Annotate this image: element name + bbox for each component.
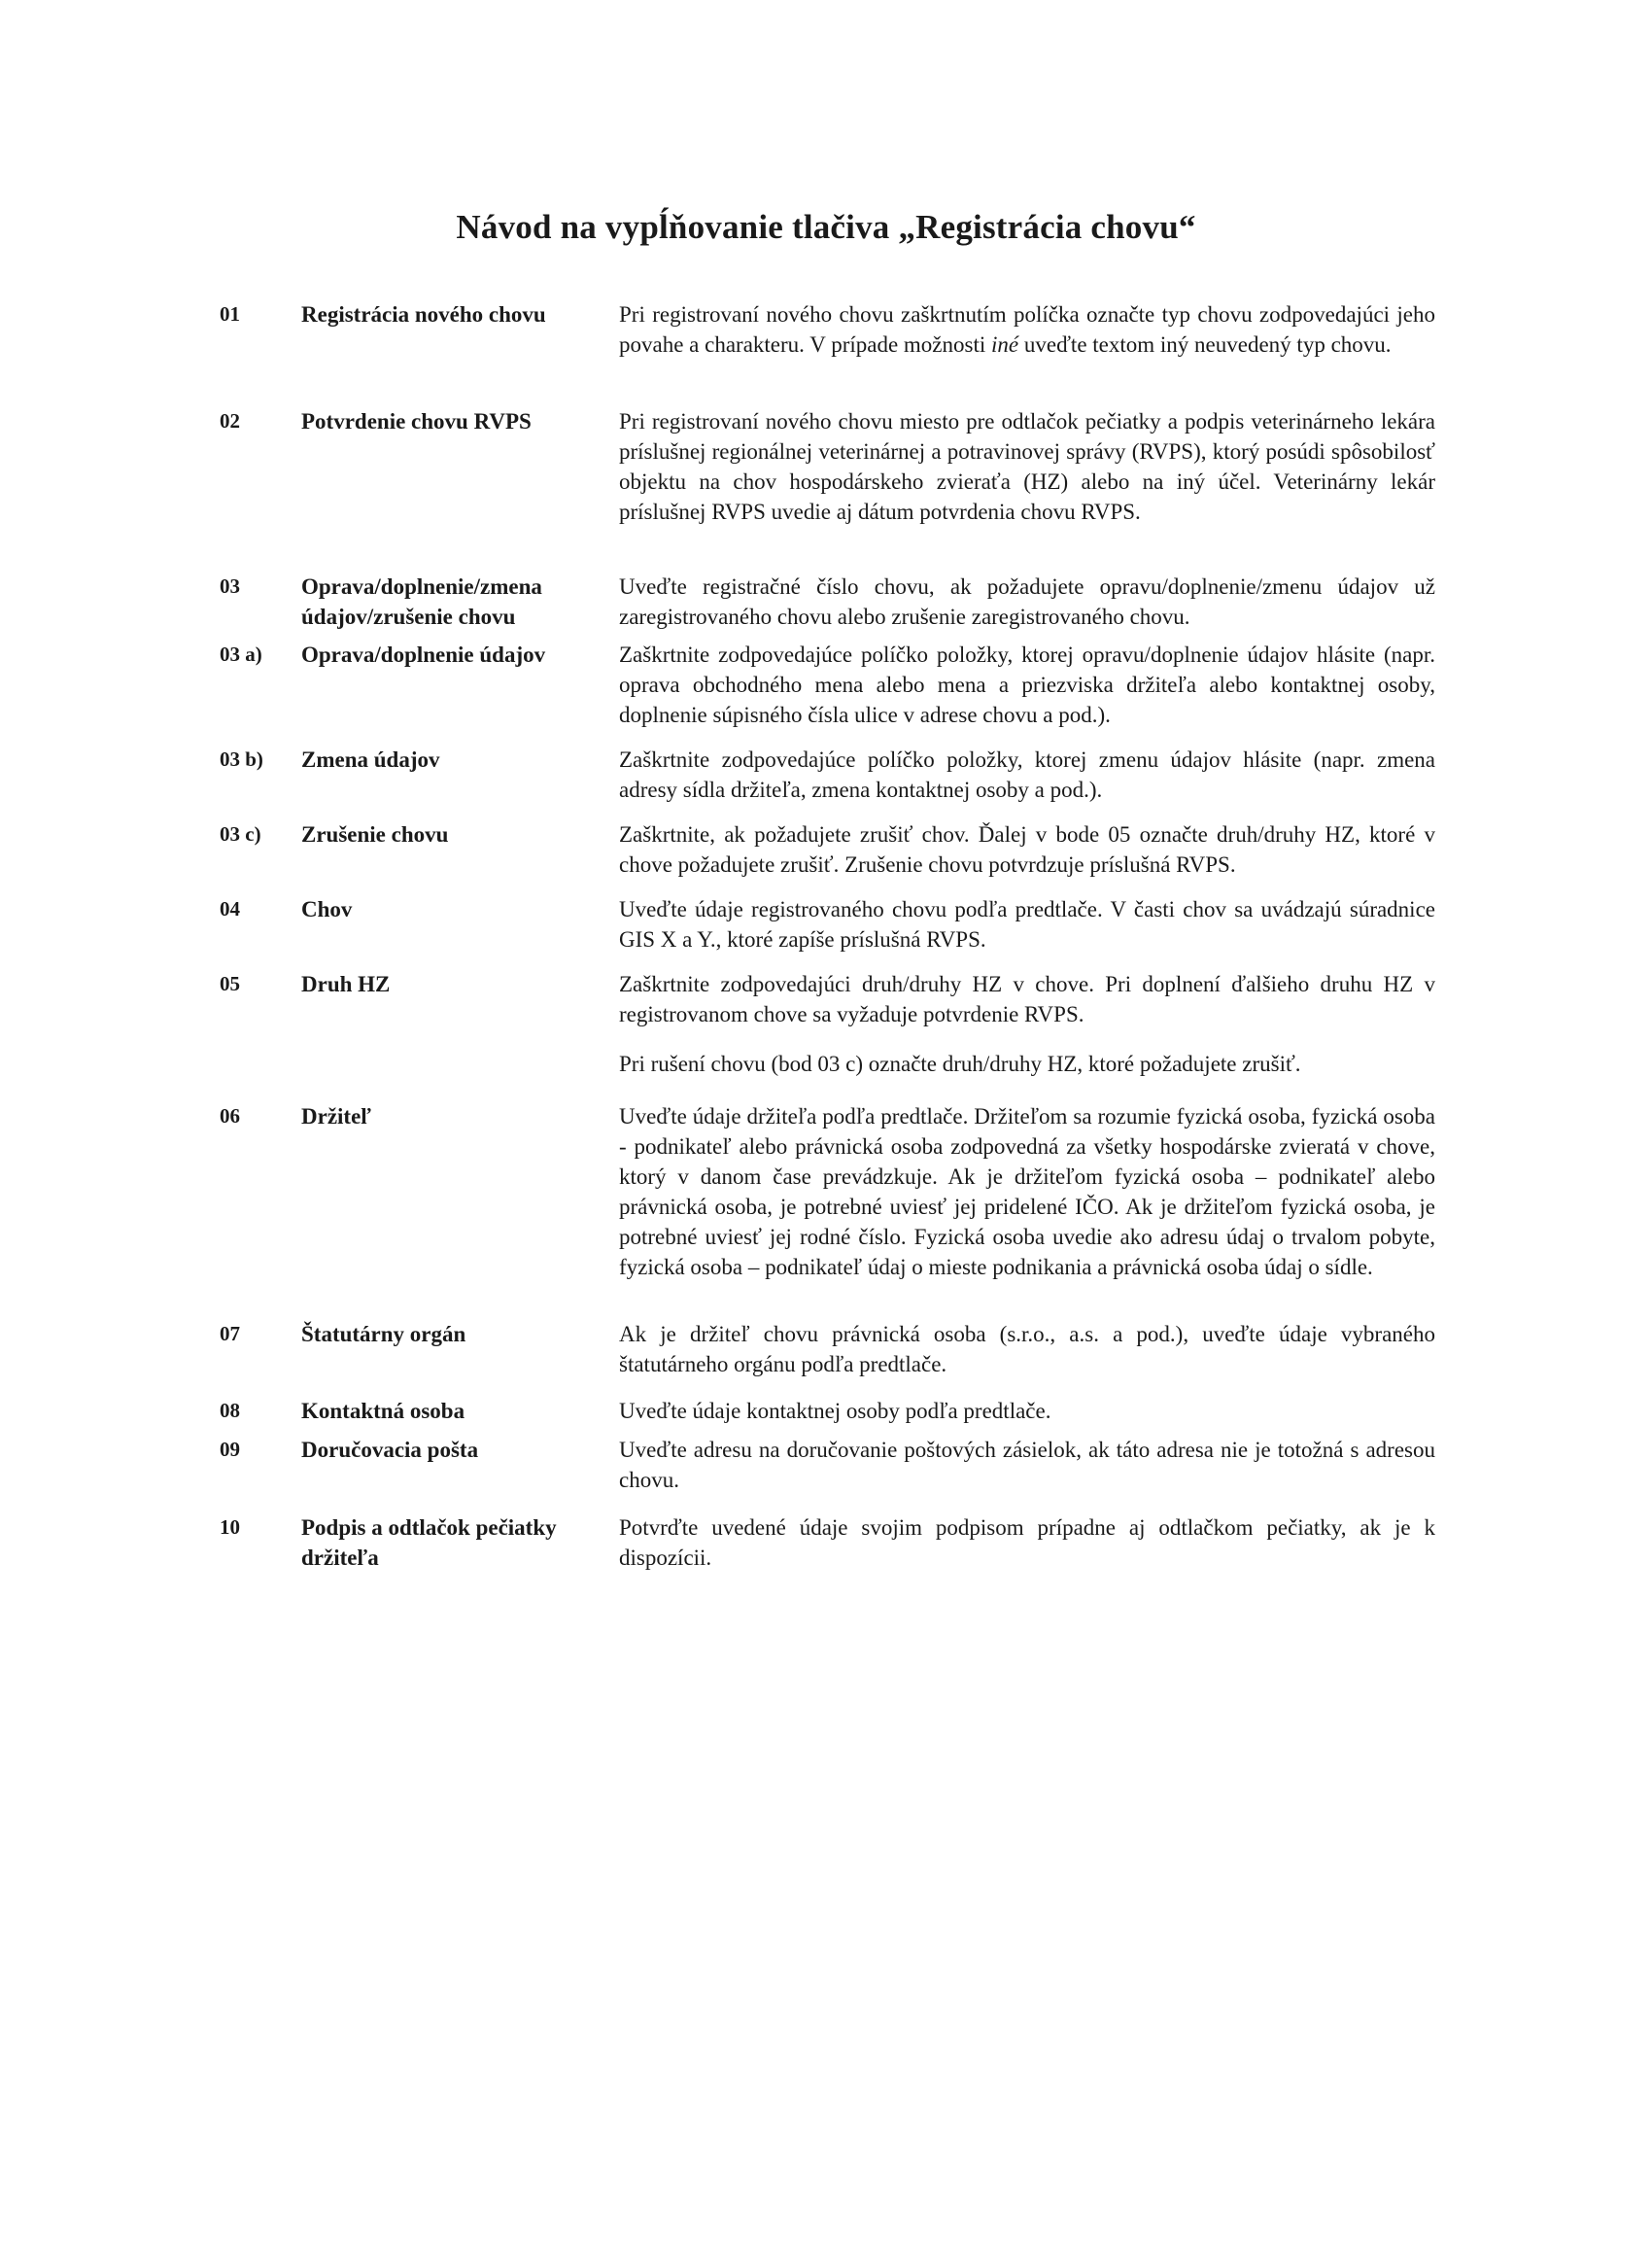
row-number: 03 b) bbox=[220, 747, 263, 771]
description-paragraph: Zaškrtnite zodpovedajúce políčko položky, ktorej opravu/doplnenie údajov hlásite (napr. oprava obchodného mena alebo mena a priezviska držiteľa alebo kontaktnej osoby, doplnenie súpisného čísla ulice v adrese chovu a pod.). bbox=[619, 643, 1435, 727]
description-paragraph: Pri registrovaní nového chovu zaškrtnutím políčka označte typ chovu zodpovedajúci jeho povahe a charakteru. V prípade možnosti iné uveďte textom iný neuvedený typ chovu. bbox=[619, 302, 1435, 357]
row-label: Doručovacia pošta bbox=[301, 1438, 479, 1462]
row-number: 07 bbox=[220, 1322, 240, 1345]
row-label: Chov bbox=[301, 897, 353, 921]
row-label: Kontaktná osoba bbox=[301, 1399, 465, 1423]
row-label: Druh HZ bbox=[301, 972, 391, 996]
description-paragraph: Uveďte údaje registrovaného chovu podľa predtlače. V časti chov sa uvádzajú súradnice GIS X a Y., ktoré zapíše príslušná RVPS. bbox=[619, 897, 1435, 952]
row-label: Štatutárny orgán bbox=[301, 1322, 466, 1346]
row-number: 01 bbox=[220, 302, 240, 326]
row-label: Registrácia nového chovu bbox=[301, 302, 546, 327]
row-label: Držiteľ bbox=[301, 1104, 372, 1129]
row-label: Potvrdenie chovu RVPS bbox=[301, 409, 532, 434]
row-description bbox=[619, 1319, 1435, 1379]
row-description bbox=[619, 969, 1435, 1079]
row-label: Podpis a odtlačok pečiatky držiteľa bbox=[301, 1515, 557, 1570]
description-paragraph: Zaškrtnite zodpovedajúci druh/druhy HZ v chove. Pri doplnení ďalšieho druhu HZ v registrovanom chove sa vyžaduje potvrdenie RVPS. bbox=[619, 972, 1435, 1026]
description-paragraph: Pri registrovaní nového chovu miesto pre odtlačok pečiatky a podpis veterinárneho lekára príslušnej regionálnej veterinárnej a potravinovej správy (RVPS), ktorý posúdi spôsobilosť objektu na chov hospodárskeho zvieraťa (HZ) alebo na iný účel. Veterinárny lekár príslušnej RVPS uvedie aj dátum potvrdenia chovu RVPS. bbox=[619, 409, 1435, 524]
row-label: Zmena údajov bbox=[301, 747, 440, 772]
row-number: 08 bbox=[220, 1399, 240, 1422]
row-number: 05 bbox=[220, 972, 240, 995]
description-paragraph: Uveďte údaje držiteľa podľa predtlače. Držiteľom sa rozumie fyzická osoba, fyzická osoba - podnikateľ alebo právnická osoba zodpovedná za všetky hospodárske zvieratá v chove, ktorý v danom čase prevádzkuje. Ak je držiteľom fyzická osoba – podnikateľ alebo právnická osoba, je potrebné uviesť jej pridelené IČO. Ak je držiteľom fyzická osoba, je potrebné uviesť jej rodné číslo. Fyzická osoba uvedie ako adresu údaj o trvalom pobyte, fyzická osoba – podnikateľ údaj o mieste podnikania a právnická osoba údaj o sídle. bbox=[619, 1104, 1435, 1279]
row-number: 03 a) bbox=[220, 643, 262, 666]
description-paragraph: Ak je držiteľ chovu právnická osoba (s.r.o., a.s. a pod.), uveďte údaje vybraného štatutárneho orgánu podľa predtlače. bbox=[619, 1322, 1435, 1376]
row-description bbox=[619, 640, 1435, 730]
row-description bbox=[619, 406, 1435, 527]
page-title: Návod na vypĺňovanie tlačiva „Registrácia chovu“ bbox=[456, 208, 1196, 246]
row-number: 04 bbox=[220, 897, 240, 921]
description-paragraph: Uveďte adresu na doručovanie poštových zásielok, ak táto adresa nie je totožná s adresou chovu. bbox=[619, 1438, 1435, 1492]
row-label: Zrušenie chovu bbox=[301, 822, 449, 847]
row-number: 06 bbox=[220, 1104, 240, 1128]
description-paragraph: Zaškrtnite, ak požadujete zrušiť chov. Ďalej v bode 05 označte druh/druhy HZ, ktoré v chove požadujete zrušiť. Zrušenie chovu potvrdzuje príslušná RVPS. bbox=[619, 822, 1435, 877]
row-description bbox=[619, 894, 1435, 955]
description-paragraph: Potvrďte uvedené údaje svojim podpisom prípadne aj odtlačkom pečiatky, ak je k dispozícii. bbox=[619, 1515, 1435, 1570]
row-description bbox=[619, 819, 1435, 880]
row-description bbox=[619, 745, 1435, 805]
row-description bbox=[619, 1435, 1435, 1495]
row-number: 10 bbox=[220, 1515, 240, 1539]
row-number: 03 bbox=[220, 574, 240, 598]
row-description bbox=[619, 572, 1435, 632]
row-description bbox=[619, 1512, 1435, 1573]
row-label: Oprava/doplnenie údajov bbox=[301, 643, 546, 667]
row-number: 03 c) bbox=[220, 822, 261, 846]
row-description bbox=[619, 299, 1435, 360]
description-paragraph: Pri rušení chovu (bod 03 c) označte druh/druhy HZ, ktoré požadujete zrušiť. bbox=[619, 1052, 1301, 1076]
row-description bbox=[619, 1101, 1435, 1282]
row-description bbox=[619, 1396, 1435, 1426]
description-paragraph: Zaškrtnite zodpovedajúce políčko položky, ktorej zmenu údajov hlásite (napr. zmena adresy sídla držiteľa, zmena kontaktnej osoby a pod.). bbox=[619, 747, 1435, 802]
description-paragraph: Uveďte údaje kontaktnej osoby podľa predtlače. bbox=[619, 1399, 1051, 1423]
row-label: Oprava/doplnenie/zmena údajov/zrušenie chovu bbox=[301, 574, 542, 629]
row-number: 09 bbox=[220, 1438, 240, 1461]
row-number: 02 bbox=[220, 409, 240, 433]
description-paragraph: Uveďte registračné číslo chovu, ak požadujete opravu/doplnenie/zmenu údajov už zaregistrovaného chovu alebo zrušenie zaregistrovaného chovu. bbox=[619, 574, 1435, 629]
